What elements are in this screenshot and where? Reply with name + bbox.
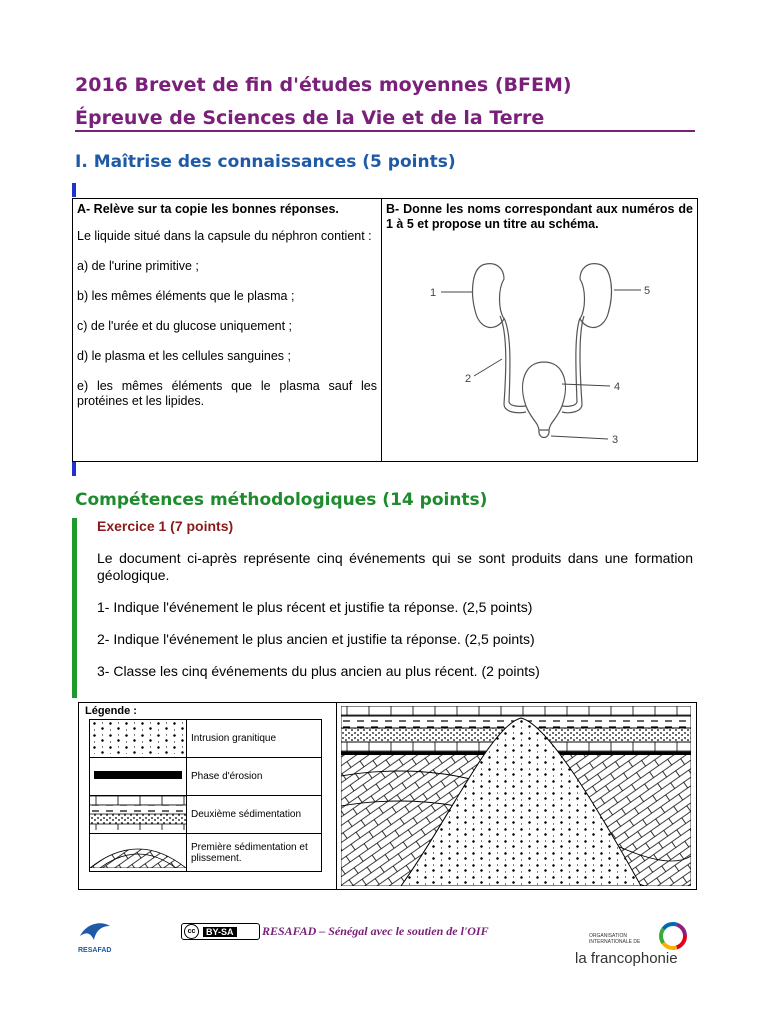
geological-cross-section — [341, 706, 691, 886]
legend-row — [90, 796, 322, 834]
part-a-option-c: c) de l'urée et du glucose uniquement ; — [77, 319, 293, 333]
exercise1-title: Exercice 1 (7 points) — [97, 518, 234, 534]
francophonie-logo — [575, 920, 695, 970]
section1-question-table — [72, 198, 698, 462]
legend-symbol-second-sedimentation — [90, 796, 187, 834]
legend-title: Légende : — [85, 705, 137, 717]
diagram-label-2: 2 — [465, 373, 472, 385]
legend-table — [89, 719, 322, 872]
right-ureter — [562, 316, 584, 413]
exercise1-question-1: 1- Indique l'événement le plus récent et justifie ta réponse. (2,5 points) — [97, 599, 533, 615]
section1-marker-top — [72, 183, 76, 197]
resafad-logo — [78, 918, 112, 954]
part-b-cell — [382, 199, 698, 462]
section2-title: Compétences méthodologiques (14 points) — [75, 490, 488, 510]
geology-document — [78, 702, 697, 890]
legend-label-second-sedimentation: Deuxième sédimentation — [187, 796, 322, 834]
bladder — [523, 362, 566, 430]
legend-symbol-erosion — [90, 758, 187, 796]
geology-divider — [336, 703, 337, 889]
cc-license-badge — [181, 923, 260, 940]
cc-icon: cc — [184, 924, 199, 939]
legend-row — [90, 834, 322, 872]
part-a-cell — [73, 199, 382, 462]
cc-license-label: BY-SA — [203, 927, 237, 937]
legend-symbol-first-sedimentation — [90, 834, 187, 872]
part-a-heading: A- Relève sur ta copie les bonnes réponses. — [77, 202, 339, 216]
urethra — [539, 430, 549, 438]
part-a-option-b: b) les mêmes éléments que le plasma ; — [77, 289, 295, 303]
document-title: 2016 Brevet de fin d'études moyennes (BFEM) — [75, 74, 572, 96]
section1-marker-bottom — [72, 462, 76, 476]
resafad-logo-text: RESAFAD — [78, 947, 112, 954]
diagram-label-5: 5 — [644, 285, 651, 297]
diagram-label-4: 4 — [614, 381, 621, 393]
left-kidney — [473, 264, 504, 328]
part-a-stem: Le liquide situé dans la capsule du néphron contient : — [77, 229, 372, 243]
diagram-label-3: 3 — [612, 434, 619, 444]
part-b-heading: B- Donne les noms correspondant aux numéros de 1 à 5 et propose un titre au schéma. — [386, 202, 693, 231]
right-kidney — [580, 264, 611, 328]
title-rule — [75, 130, 695, 132]
exercise1-body — [97, 550, 693, 695]
legend-row — [90, 720, 322, 758]
francophonie-ring-icon — [657, 920, 689, 952]
exercise1-intro: Le document ci-après représente cinq événements qui se sont produits dans une formation géologique. — [97, 550, 693, 583]
part-a-option-e: e) les mêmes éléments que le plasma sauf les protéines et les lipides. — [77, 379, 377, 408]
legend-label-first-sedimentation: Première sédimentation et plissement. — [187, 834, 322, 872]
legend-row — [90, 758, 322, 796]
part-a-option-d: d) le plasma et les cellules sanguines ; — [77, 349, 292, 363]
legend-label-granite: Intrusion granitique — [187, 720, 322, 758]
exercise1-question-2: 2- Indique l'événement le plus ancien et justifie ta réponse. (2,5 points) — [97, 631, 535, 647]
footer-credit: RESAFAD – Sénégal avec le soutien de l'OIF — [262, 924, 489, 938]
oif-name: la francophonie — [575, 950, 678, 967]
legend-label-erosion: Phase d'érosion — [187, 758, 322, 796]
diagram-label-1: 1 — [430, 287, 437, 299]
document-subtitle: Épreuve de Sciences de la Vie et de la Terre — [75, 107, 545, 129]
section1-title: I. Maîtrise des connaissances (5 points) — [75, 152, 456, 172]
section2-marker — [72, 518, 77, 698]
part-a-option-a: a) de l'urine primitive ; — [77, 259, 199, 273]
exercise1-question-3: 3- Classe les cinq événements du plus ancien au plus récent. (2 points) — [97, 663, 540, 679]
left-ureter — [500, 316, 526, 413]
legend-symbol-granite — [90, 720, 187, 758]
oif-small-text: ORGANISATION INTERNATIONALE DE — [589, 933, 641, 945]
urinary-system-diagram — [386, 234, 686, 444]
